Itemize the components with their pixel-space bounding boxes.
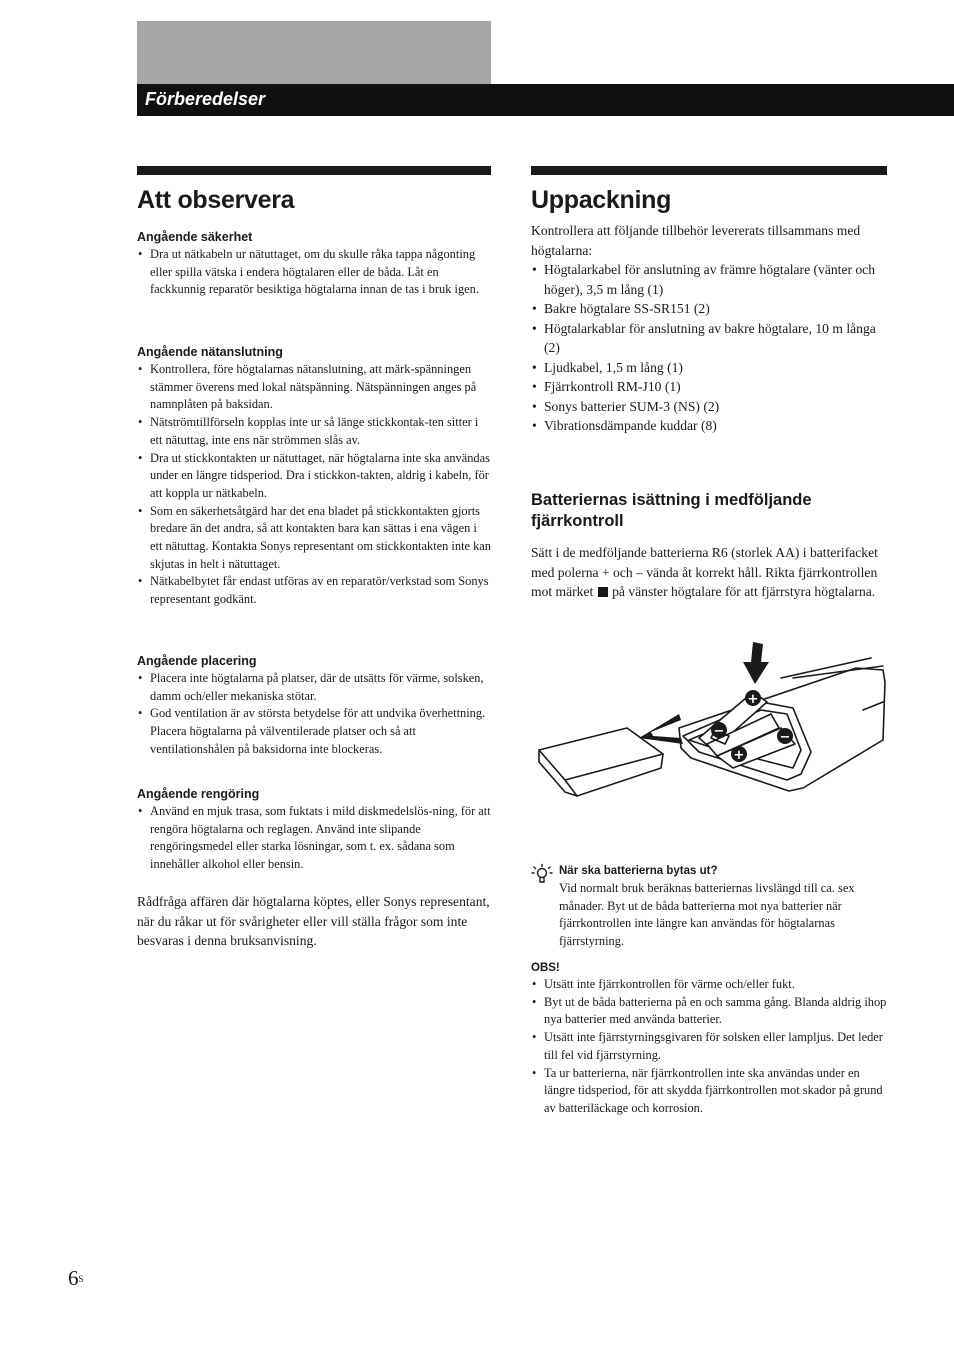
obs-item: • Utsätt inte fjärrstyrningsgivaren för solsken eller lampljus. Det leder till fel vid fjärrstyrning.	[531, 1029, 887, 1064]
left-column	[137, 166, 492, 948]
obs-item: • Byt ut de båda batterierna på en och samma gång. Blanda aldrig ihop nya batterier med använda batterier.	[531, 994, 887, 1029]
svg-text:+: +	[747, 692, 759, 707]
title-rule	[137, 166, 491, 175]
title-rule	[531, 166, 887, 175]
page-number-suffix: S	[78, 1274, 84, 1284]
accessory-item: • Sonys batterier SUM-3 (NS) (2)	[531, 397, 887, 417]
list-item: • Som en säkerhetsåtgärd har det ena bladet på stickkontakten gjorts bredare än det andra, så att kontakten bara kan sättas i ena vägen i ett nätuttag. Kontakta Sonys representant om stickkontakten inte kan skjutas in helt i nätuttaget.	[137, 503, 491, 574]
obs-item: • Ta ur batterierna, när fjärrkontrollen inte ska användas under en längre tidsperiod, för att skydda fjärrkontrollen mot skador på grund av batteriläckage och korrosion.	[531, 1065, 887, 1118]
section-title: Förberedelser	[145, 89, 266, 109]
list-item: • Använd en mjuk trasa, som fuktats i mild diskmedelslös-ning, för att rengöra högtalarna och reglagen. Använd inte slipande rengöringsmedel eller starka lösningar, som t. ex. sådana som innehåller alkohol eller bensin.	[137, 803, 491, 874]
list-item: • Placera inte högtalarna på platser, där de utsätts för värme, solsken, damm och/eller mekaniska stötar.	[137, 670, 491, 705]
accessory-item: • Ljudkabel, 1,5 m lång (1)	[531, 358, 887, 378]
svg-text:−: −	[713, 724, 725, 739]
accessory-item: • Högtalarkablar för anslutning av bakre högtalare, 10 m långa (2)	[531, 319, 887, 358]
battery-instructions	[531, 543, 887, 602]
header-gray-block	[137, 21, 491, 84]
svg-text:+: +	[733, 748, 745, 763]
tip-block	[531, 863, 887, 951]
list-item: • Dra ut nätkabeln ur nätuttaget, om du skulle råka tappa någonting eller spilla vätska i endera högtalaren eller de båda. Låt en fackkunnig reparatör besiktiga högtalarna innan de tas i bruk igen.	[137, 246, 491, 299]
accessory-item: • Bakre högtalare SS-SR151 (2)	[531, 299, 887, 319]
accessory-item: • Fjärrkontroll RM-J10 (1)	[531, 377, 887, 397]
tip-text: Vid normalt bruk beräknas batteriernas livslängd till ca. sex månader. Byt ut de båda batterierna mot nya batterier när fjärrkontrollen inte längre kan användas för högtalarnas fjärrstyrning.	[559, 881, 855, 949]
obs-block	[531, 960, 887, 1118]
unpacking-section	[531, 221, 887, 436]
section-heading: Angående placering	[137, 654, 257, 668]
lightbulb-icon	[531, 863, 553, 885]
svg-text:−: −	[779, 730, 791, 745]
closing-paragraph: Rådfråga affären där högtalarna köptes, eller Sonys representant, när du råkar ut för svårigheter eller vill ställa frågor som inte besvaras i denna bruksanvisning.	[137, 894, 490, 948]
obs-item: • Utsätt inte fjärrkontrollen för värme och/eller fukt.	[531, 976, 887, 994]
page-title-att-observera: Att observera	[137, 186, 295, 214]
remote-sensor-mark-icon	[598, 587, 608, 597]
accessory-item: • Vibrationsdämpande kuddar (8)	[531, 416, 887, 436]
battery-subheading: Batteriernas isättning i medföljande fjärrkontroll	[531, 491, 812, 530]
list-item: • Dra ut stickkontakten ur nätuttaget, när högtalarna inte ska användas under en längre tidsperiod. Dra i stickkon-takten, aldrig i kabeln, för att koppla ur nätkabeln.	[137, 450, 491, 503]
section-heading: Angående rengöring	[137, 787, 260, 801]
section-heading: Angående säkerhet	[137, 230, 253, 244]
battery-text-part1: Sätt i de medföljande batterierna R6 (storlek AA) i batterifacket med polerna + och – vända åt korrekt håll. Rikta fjärrkontrollen mot märket	[531, 545, 878, 599]
tip-heading: När ska batterierna bytas ut?	[559, 865, 718, 877]
intro-text: Kontrollera att följande tillbehör levererats tillsammans med högtalarna:	[531, 223, 861, 258]
obs-heading: OBS!	[531, 962, 560, 974]
list-item: • Nätströmtillförseln kopplas inte ur så länge stickkontak-ten sitter i ett nätuttag, inte ens när strömmen slås av.	[137, 414, 491, 449]
remote-battery-illustration	[531, 640, 887, 832]
right-column	[531, 166, 887, 1115]
battery-text-part2: på vänster högtalare för att fjärrstyra högtalarna.	[612, 584, 876, 599]
section-safety	[137, 229, 491, 299]
page-number	[68, 1265, 84, 1291]
section-heading: Angående nätanslutning	[137, 345, 283, 359]
list-item: • Nätkabelbytet får endast utföras av en reparatör/verkstad som Sonys representant godkänt.	[137, 573, 491, 608]
section-placement	[137, 653, 491, 759]
page-title-uppackning: Uppackning	[531, 186, 672, 214]
accessory-item: • Högtalarkabel för anslutning av främre högtalare (vänter och höger), 3,5 m lång (1)	[531, 260, 887, 299]
list-item: • God ventilation är av största betydelse för att undvika överhettning. Placera högtalarna på välventilerade platser och så att ventilationshålen på baksidorna inte blockeras.	[137, 705, 491, 758]
page-number-value: 6	[68, 1266, 79, 1290]
section-power	[137, 344, 491, 609]
section-cleaning	[137, 786, 491, 874]
list-item: • Kontrollera, före högtalarnas nätanslutning, att märk-spänningen stämmer överens med lokal nätspänning. Nätspänningen anges på namnplåten på baksidan.	[137, 361, 491, 414]
